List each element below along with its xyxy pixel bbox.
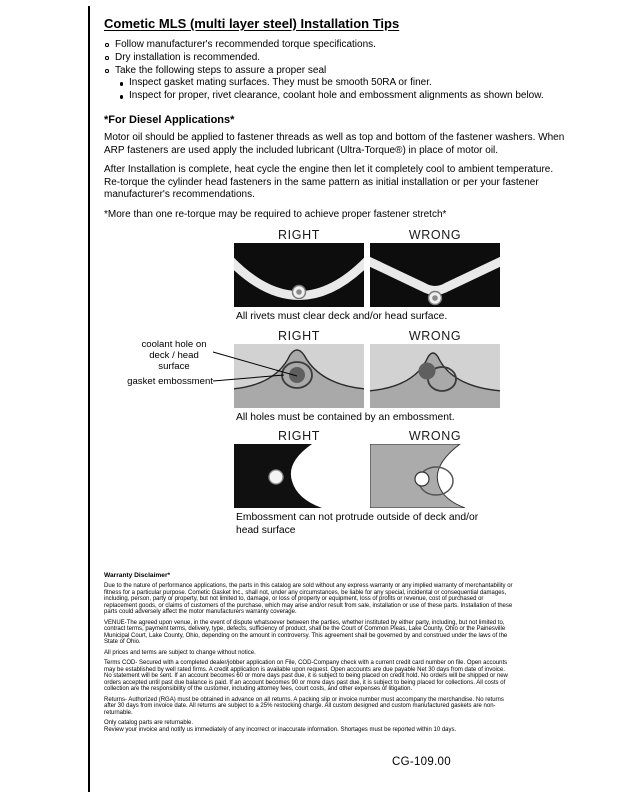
disclaimer-paragraph: Due to the nature of performance applications, the parts in this catalog are sold without any express warranty or any implied warranty of merchantability or fitness for a particular purpose. Cometic Gasket Inc., shall not, under any circumstances, be liable for any special, incidental or consequential damages, including, person, party or property, but not limited to, damage, or loss of property or equipment, loss of profits or revenue, cost of purchased or replacement goods, or claims of customers of the purchase, which may arise and/or result from sale, installation or use of these parts. Installation of these parts could adversely affect the motor manufacturers warranty coverage. <box>104 583 513 615</box>
diagram-col-wrong <box>370 330 500 408</box>
coolant-hole-annotation: coolant hole on deck / head surface <box>141 339 207 372</box>
diesel-applications-heading: *For Diesel Applications* <box>104 113 235 126</box>
installation-tips-section <box>104 16 566 222</box>
right-label: RIGHT <box>278 429 320 443</box>
warranty-disclaimer-section <box>104 572 514 737</box>
gasket-embossment-annotation: gasket embossment <box>127 376 213 387</box>
tips-list <box>104 39 566 103</box>
diagram-caption-embossment: Embossment can not protrude outside of deck and/or head surface <box>236 512 479 536</box>
disclaimer-paragraph: Terms COD- Secured with a completed dealer/jobber application on File, COD-Company check with a current credit card number on file. Open accounts may be established by well rated firms. A credit application is available upon request. Open accounts are due payable Net 30 days from date of invoice. No statement will be sent. If an account becomes 60 or more days past due, it is subject to being placed on credit hold. No orders will be shipped or new orders accepted until past due balance is paid. If an account becomes 90 or more days past due, it is subject to being placed for collections. All costs of collection are the responsibility of the customer, including attorney fees, court costs, and other expenses of litigation. <box>104 660 508 692</box>
warranty-disclaimer-heading: Warranty Disclaimer* <box>104 572 171 579</box>
diagram-col-wrong <box>370 229 500 307</box>
embossment-right-diagram <box>234 444 364 508</box>
wrong-label: WRONG <box>408 429 462 443</box>
disclaimer-paragraph: Review your invoice and notify us immediately of any incorrect or inaccurate information. Shortages must be reported within 10 days. <box>104 726 457 733</box>
disclaimer-paragraph: Only catalog parts are returnable. <box>104 720 194 726</box>
diagram-row-rivets <box>234 229 500 307</box>
page-code: CG-109.00 <box>392 756 451 768</box>
left-margin-rule <box>88 6 90 792</box>
right-label: RIGHT <box>278 228 320 242</box>
tip-item: Follow manufacturer's recommended torque specifications. <box>104 39 566 52</box>
hole-wrong-diagram <box>370 344 500 408</box>
rivet-wrong-diagram <box>370 243 500 307</box>
retorque-note: *More than one re-torque may be required to achieve proper fastener stretch* <box>104 208 447 220</box>
wrong-label: WRONG <box>408 228 462 242</box>
annotation-pointer-lines <box>212 349 302 391</box>
tip-item: Take the following steps to assure a proper seal <box>104 65 566 78</box>
diagram-col-right <box>234 229 364 307</box>
diesel-paragraph-1: Motor oil should be applied to fastener threads as well as top and bottom of the fastener washers. When ARP fasteners are used apply the included lubricant (Ultra-Torque®) in place of motor oil. <box>104 131 565 156</box>
embossment-wrong-diagram <box>370 444 500 508</box>
wrong-label: WRONG <box>408 328 462 343</box>
diagram-col-right <box>234 430 364 508</box>
diagram-section <box>127 228 500 543</box>
tip-item: Dry installation is recommended. <box>104 52 566 65</box>
diesel-paragraph-2: After Installation is complete, heat cycle the engine then let it completely cool to ambient temperature. Re-torque the cylinder head fasteners in the same pattern as initial installation or per your fastener manufacturer's recommendations. <box>104 164 554 201</box>
right-label: RIGHT <box>278 328 320 343</box>
diagram-caption-rivets: All rivets must clear deck and/or head surface. <box>236 311 448 322</box>
page-title: Cometic MLS (multi layer steel) Installation Tips <box>104 16 400 31</box>
disclaimer-paragraph: Returns- Authorized (RGA) must be obtained in advance on all returns. A packing slip or invoice number must accompany the merchandise. No returns after 30 days from invoice date. All returns are subject to a 25% restocking charge. All custom designed and custom manufactured gaskets are non-returnable. <box>104 696 504 716</box>
rivet-right-diagram <box>234 243 364 307</box>
diagram-col-wrong <box>370 430 500 508</box>
diagram-caption-holes: All holes must be contained by an embossment. <box>236 411 455 423</box>
disclaimer-paragraph: VENUE-The agreed upon venue, in the event of dispute whatsoever between the parties, whether instituted by either party, including, but not limited to, contract terms, payment terms, delivery, type, defects, sufficiency of product, shall be the Court of Common Pleas, Lake County, Ohio or the Painesville Municipal Court, Lake County, Ohio, depending on the amount in controversy. This agreement shall be governed by and construed under the laws of the State of Ohio. <box>104 619 508 645</box>
tip-sub-item: Inspect for proper, rivet clearance, coolant hole and embossment alignments as shown below. <box>118 90 566 103</box>
tip-sub-item: Inspect gasket mating surfaces. They must be smooth 50RA or finer. <box>118 77 566 90</box>
diagram-row-embossment <box>234 430 500 508</box>
disclaimer-paragraph: All prices and terms are subject to change without notice. <box>104 649 256 656</box>
